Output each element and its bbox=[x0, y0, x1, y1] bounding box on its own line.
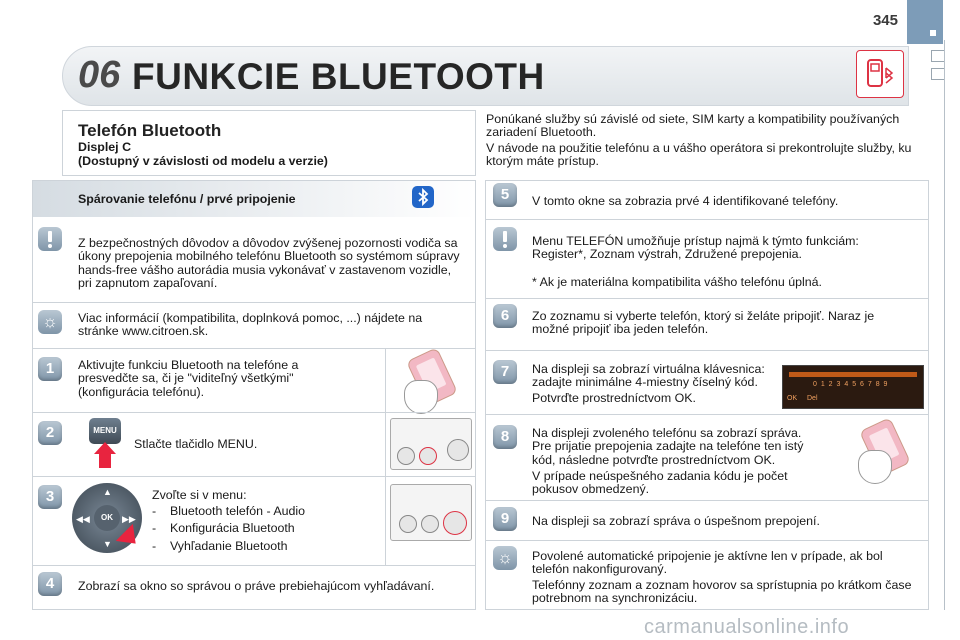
menu-options-list bbox=[152, 505, 382, 557]
radio-panel-illustration bbox=[390, 418, 472, 470]
notice-paragraph: V návode na použitie telefónu a u vášho operátora si prekontrolujte služby, ku ktorým máte prístup. bbox=[486, 141, 912, 169]
divider bbox=[33, 565, 475, 566]
divider bbox=[486, 540, 928, 541]
step-text: V prípade neúspešného zadania kódu je počet pokusov obmedzený. bbox=[532, 469, 788, 497]
chapter-title: FUNKCIE BLUETOOTH bbox=[132, 56, 545, 97]
sun-icon: ☼ bbox=[493, 546, 517, 570]
arrow-up-icon-stem bbox=[99, 454, 111, 468]
step-badge: 9 bbox=[493, 507, 517, 531]
hand-illustration bbox=[404, 380, 438, 414]
step-text: V tomto okne sa zobrazia prvé 4 identifikované telefóny. bbox=[532, 194, 839, 208]
warning-text: Z bezpečnostných dôvodov a dôvodov zvýšenej pozornosti vodiča sa úkony prepojenia mobilného telefónu Bluetooth so systémom súpravy hands-free vášho autorádia musia vykonávať v zastavenom vozidle, pri zapnutom zapaľovaní. bbox=[78, 236, 460, 291]
screen-del: Del bbox=[807, 395, 818, 402]
divider bbox=[486, 350, 928, 351]
step-badge: 7 bbox=[493, 360, 517, 384]
tip-text: Viac informácií (kompatibilita, doplnková pomoc, ...) nájdete na stránke www.citroen.sk. bbox=[78, 311, 423, 339]
virtual-keyboard-screen bbox=[782, 365, 924, 409]
step-badge: 1 bbox=[38, 357, 62, 381]
divider bbox=[486, 219, 928, 220]
divider bbox=[33, 476, 475, 477]
pairing-heading: Spárovanie telefónu / prvé pripojenie bbox=[78, 192, 296, 206]
step-text: Na displeji sa zobrazí virtuálna klávesnica: zadajte minimálne 4-miestny číselný kód. bbox=[532, 362, 765, 390]
ok-key: OK bbox=[94, 505, 120, 531]
divider bbox=[33, 412, 475, 413]
input-bar bbox=[789, 372, 917, 377]
hand-illustration bbox=[858, 450, 892, 484]
step-intro: Zvoľte si v menu: bbox=[152, 488, 247, 502]
step-badge: 6 bbox=[493, 304, 517, 328]
section-subtitle-note: (Dostupný v závislosti od modelu a verzie) bbox=[78, 154, 328, 168]
warning-footnote: * Ak je materiálna kompatibilita vášho telefónu úplná. bbox=[532, 275, 822, 289]
step-badge: 4 bbox=[38, 572, 62, 596]
divider bbox=[486, 298, 928, 299]
step-text: Stlačte tlačidlo MENU. bbox=[134, 437, 258, 451]
side-rule bbox=[944, 40, 945, 610]
divider bbox=[385, 349, 386, 565]
step-text: Zo zoznamu si vyberte telefón, ktorý si želáte pripojiť. Naraz je možné pripojiť iba jeden telefón. bbox=[532, 309, 875, 337]
step-badge: 3 bbox=[38, 485, 62, 509]
menu-option: - Bluetooth telefón - Audio bbox=[152, 505, 382, 518]
divider bbox=[33, 302, 475, 303]
step-text: Aktivujte funkciu Bluetooth na telefóne a presvedčte sa, či je "viditeľný všetkými" (konfigurácia telefónu). bbox=[78, 358, 299, 399]
menu-option: - Konfigurácia Bluetooth bbox=[152, 522, 382, 535]
step-text: Potvrďte prostredníctvom OK. bbox=[532, 391, 696, 405]
step-text: Na displeji sa zobrazí správa o úspešnom prepojení. bbox=[532, 514, 820, 528]
notice-paragraph: Ponúkané služby sú závislé od siete, SIM karty a kompatibility používaných zariadení Bluetooth. bbox=[486, 112, 900, 140]
chapter-number: 06 bbox=[78, 54, 121, 96]
down-arrow-icon: ▼ bbox=[103, 539, 112, 549]
right-arrow-icon: ▶▶ bbox=[122, 514, 136, 524]
section-subtitle: Displej C bbox=[78, 140, 132, 154]
screen-ok: OK bbox=[787, 395, 798, 402]
left-arrow-icon: ◀◀ bbox=[76, 514, 90, 524]
menu-key: MENU bbox=[89, 418, 121, 444]
page-number: 345 bbox=[872, 12, 898, 29]
up-arrow-icon: ▲ bbox=[103, 487, 112, 497]
side-marker bbox=[931, 68, 945, 80]
warning-text: Menu TELEFÓN umožňuje prístup najmä k týmto funkciám: Register*, Zoznam výstrah, Združené prepojenia. bbox=[532, 234, 859, 262]
bluetooth-phone-icon bbox=[856, 50, 904, 98]
final-text: Povolené automatické pripojenie je aktívne len v prípade, ak bol telefón nakonfigurovaný. bbox=[532, 549, 883, 577]
divider bbox=[33, 348, 475, 349]
bluetooth-icon bbox=[412, 186, 434, 208]
radio-panel-illustration bbox=[390, 484, 472, 541]
page-tab bbox=[907, 0, 943, 44]
arrow-up-icon bbox=[94, 442, 116, 454]
watermark: carmanualsonline.info bbox=[644, 616, 850, 638]
final-text: Telefónny zoznam a zoznam hovorov sa sprístupnia po krátkom čase potrebnom na synchronizáciu. bbox=[532, 578, 912, 606]
digit-keys: 0 1 2 3 4 5 6 7 8 9 bbox=[813, 381, 889, 388]
sun-icon: ☼ bbox=[38, 310, 62, 334]
exclamation-icon bbox=[493, 227, 517, 251]
step-badge: 5 bbox=[493, 183, 517, 207]
divider bbox=[486, 500, 928, 501]
exclamation-icon bbox=[38, 227, 62, 251]
step-badge: 8 bbox=[493, 425, 517, 449]
side-marker bbox=[931, 50, 945, 62]
step-text: Zobrazí sa okno so správou o práve prebiehajúcom vyhľadávaní. bbox=[78, 579, 435, 593]
step-badge: 2 bbox=[38, 421, 62, 445]
section-title: Telefón Bluetooth bbox=[78, 121, 222, 140]
divider bbox=[486, 414, 928, 415]
step-text: Na displeji zvoleného telefónu sa zobrazí správa. Pre prijatie prepojenia zadajte na telefóne ten istý kód, následne potvrďte prostredníctvom OK. bbox=[532, 426, 804, 467]
menu-option: - Vyhľadanie Bluetooth bbox=[152, 540, 382, 553]
